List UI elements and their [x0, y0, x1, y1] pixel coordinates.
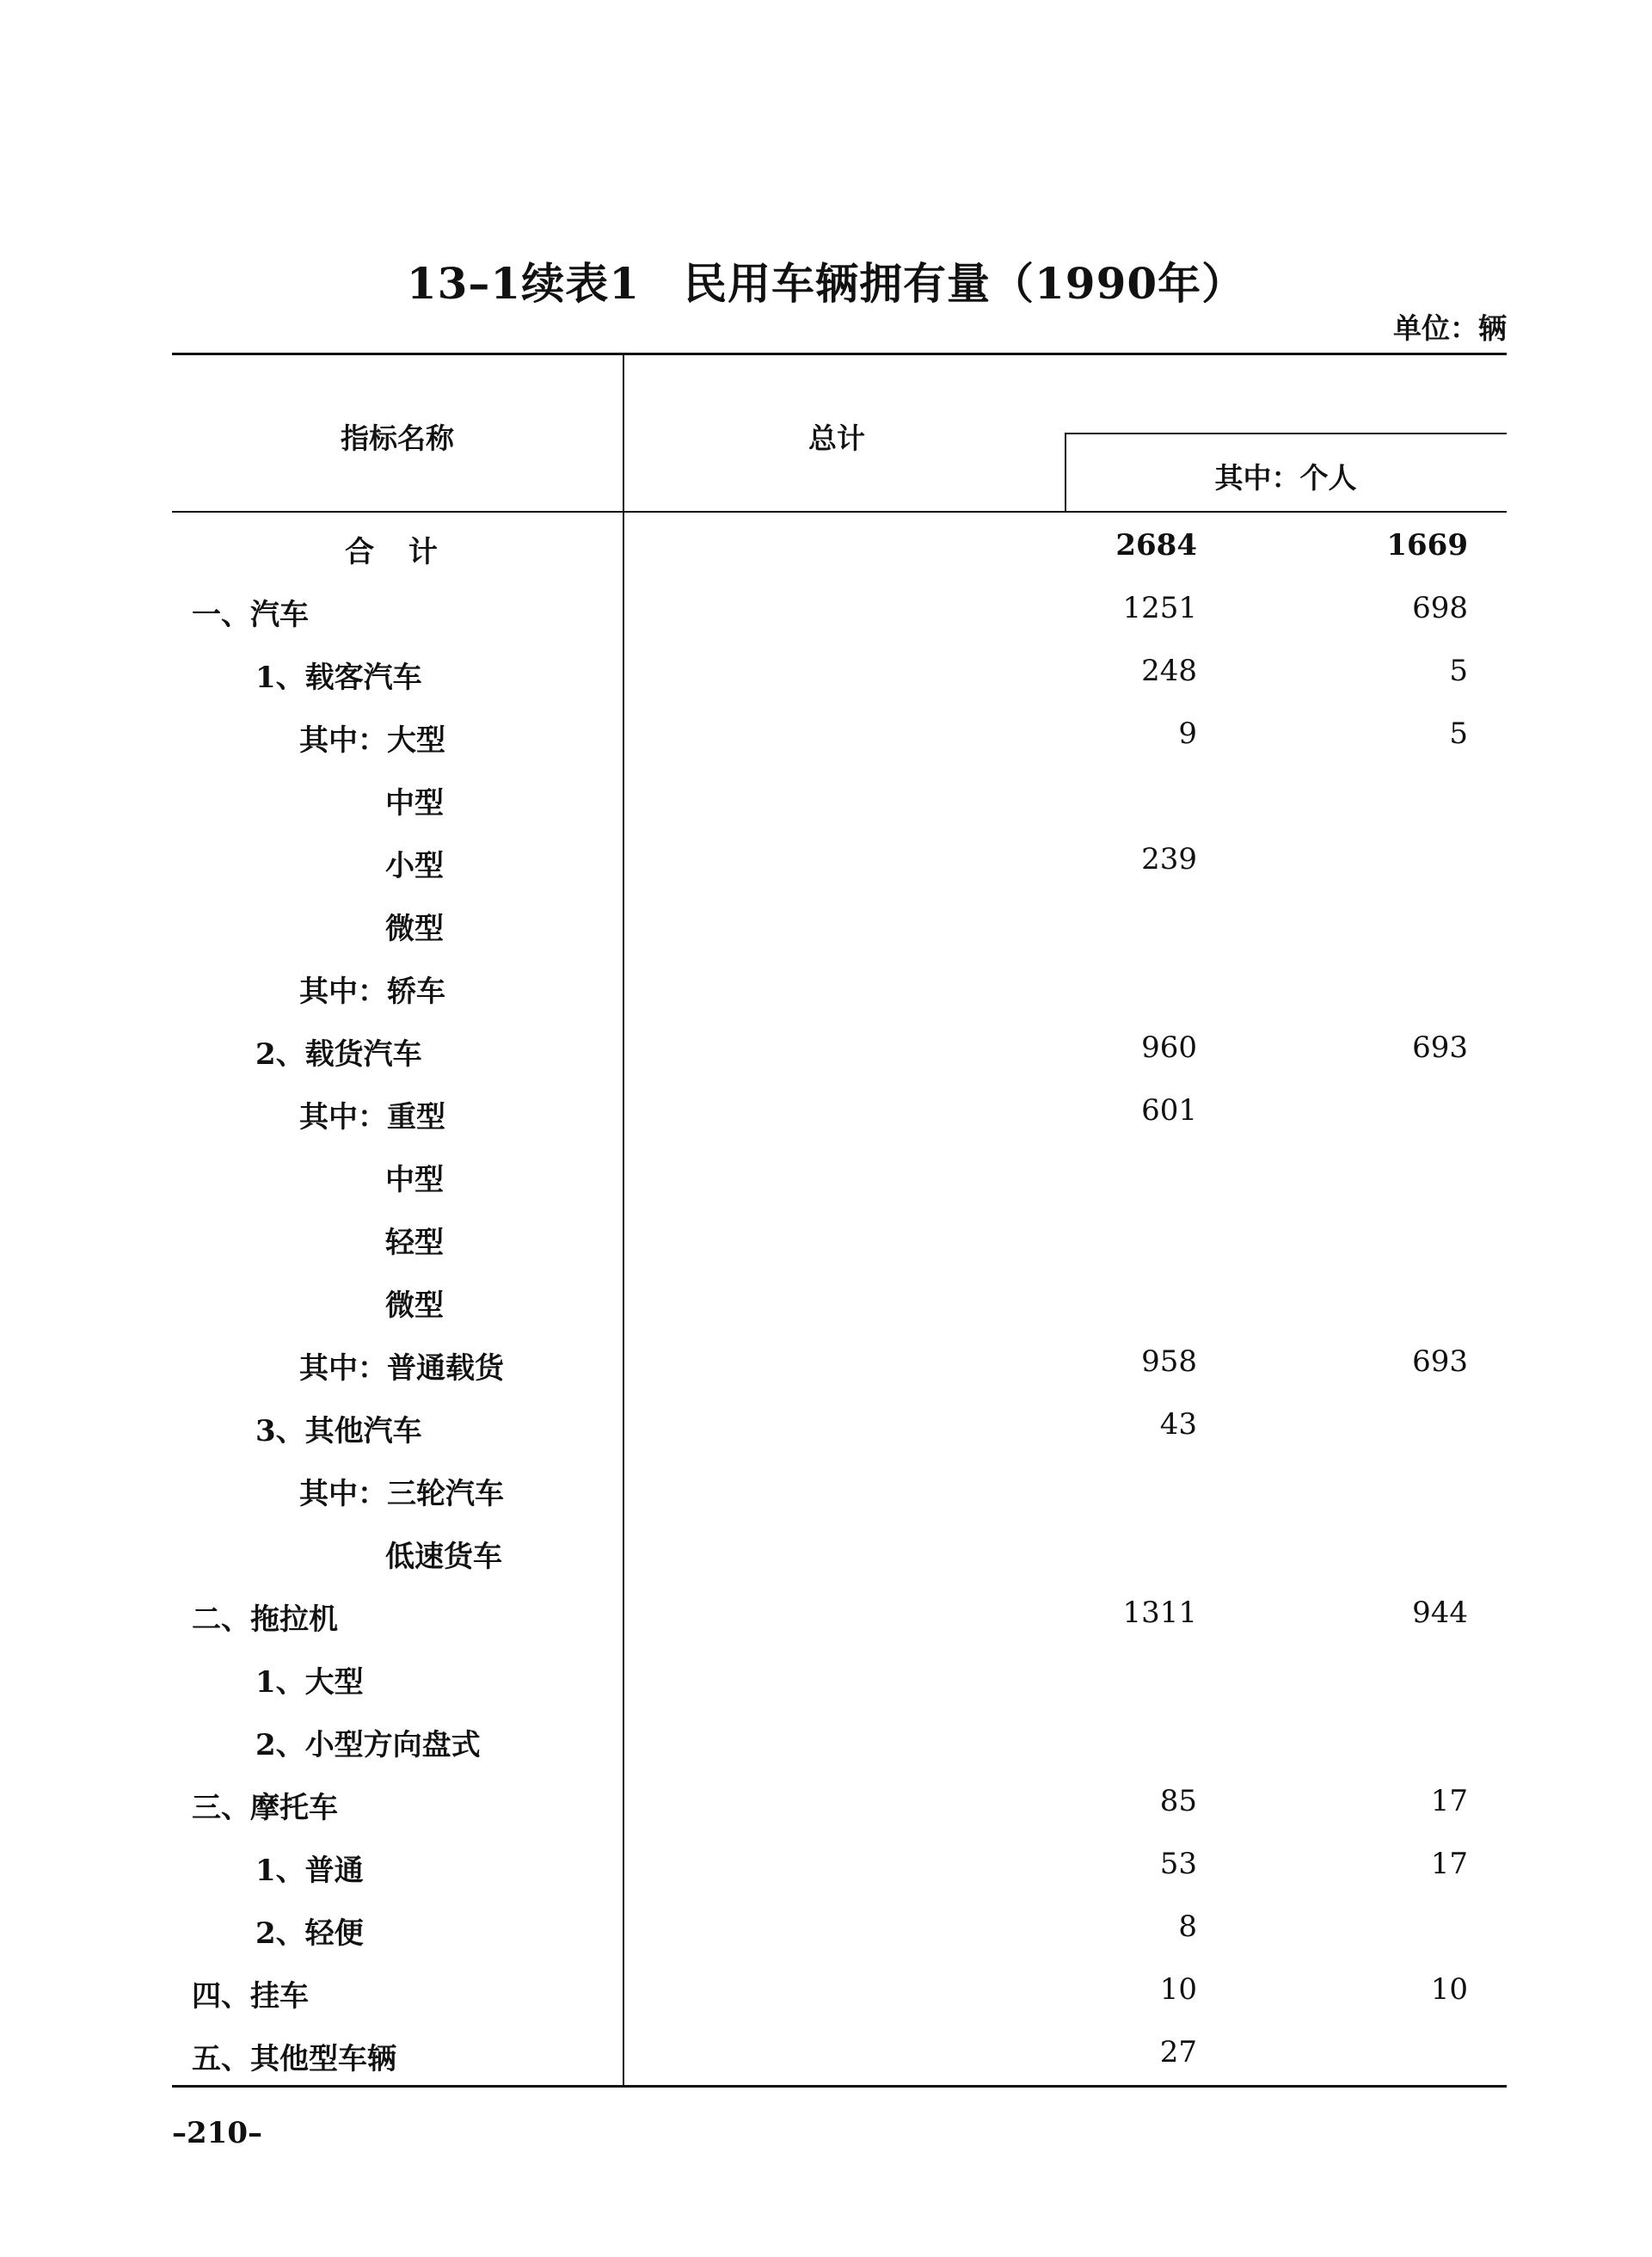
table-row	[172, 1706, 1507, 1768]
table-row	[172, 1015, 1507, 1078]
row-total-value: 601	[1141, 1093, 1197, 1128]
row-label: 三、摩托车	[192, 1791, 338, 1825]
table-row	[172, 952, 1507, 1015]
row-label: 中型	[385, 1163, 444, 1197]
table-row	[172, 1643, 1507, 1706]
row-label: 微型	[385, 912, 444, 946]
row-personal-value: 5	[1449, 716, 1468, 751]
row-label: 其中：轿车	[299, 975, 445, 1009]
row-total-value: 2684	[1115, 528, 1197, 563]
row-label: 其中：三轮汽车	[299, 1477, 504, 1511]
row-label: 微型	[385, 1288, 444, 1323]
table-row	[172, 1329, 1507, 1392]
row-label: 其中：普通载货	[299, 1351, 504, 1386]
table-row	[172, 1768, 1507, 1831]
row-personal-value: 693	[1412, 1344, 1468, 1379]
table-row	[172, 2020, 1507, 2082]
header-indicator-name: 指标名称	[341, 421, 454, 455]
row-personal-value: 17	[1430, 1784, 1468, 1818]
unit-label: 单位：辆	[1393, 311, 1507, 345]
table-row	[172, 638, 1507, 701]
table-row	[172, 764, 1507, 827]
row-total-value: 43	[1159, 1407, 1197, 1442]
row-total-value: 8	[1178, 1910, 1197, 1944]
table-row	[172, 1831, 1507, 1894]
table-row	[172, 513, 1507, 575]
row-label: 轻型	[385, 1226, 444, 1260]
row-label: 其中：重型	[299, 1100, 445, 1135]
row-total-value: 9	[1178, 716, 1197, 751]
table-row	[172, 1392, 1507, 1454]
table-row	[172, 1957, 1507, 2020]
row-personal-value: 10	[1430, 1972, 1468, 2007]
table-row	[172, 1454, 1507, 1517]
row-total-value: 53	[1159, 1847, 1197, 1881]
page-number: –210–	[172, 2116, 262, 2150]
row-label: 1、大型	[255, 1665, 364, 1700]
row-personal-value: 698	[1412, 591, 1468, 625]
row-label: 3、其他汽车	[255, 1414, 422, 1448]
row-label: 二、拖拉机	[192, 1602, 338, 1637]
row-total-value: 1311	[1122, 1596, 1197, 1630]
header-personal: 其中：个人	[1214, 461, 1357, 495]
page-title: 13–1续表1 民用车辆拥有量（1990年）	[406, 258, 1246, 309]
row-personal-value: 5	[1449, 654, 1468, 688]
row-total-value: 10	[1159, 1972, 1197, 2007]
row-total-value: 958	[1141, 1344, 1197, 1379]
subheader-top-rule	[1065, 433, 1507, 434]
row-label: 2、小型方向盘式	[255, 1728, 481, 1762]
table-row	[172, 1266, 1507, 1329]
table-row	[172, 889, 1507, 952]
table-top-rule	[172, 353, 1507, 355]
row-total-value: 1251	[1122, 591, 1197, 625]
row-personal-value: 17	[1430, 1847, 1468, 1881]
row-total-value: 239	[1141, 842, 1197, 876]
row-label: 1、载客汽车	[255, 661, 422, 695]
table-row	[172, 1141, 1507, 1203]
row-label: 中型	[385, 786, 444, 821]
row-total-value: 960	[1141, 1030, 1197, 1065]
row-label: 1、普通	[255, 1854, 364, 1888]
table-row	[172, 575, 1507, 638]
table-row	[172, 1078, 1507, 1141]
row-label: 小型	[385, 849, 444, 883]
table-row	[172, 701, 1507, 764]
table-body	[172, 513, 1507, 2082]
table-row	[172, 1894, 1507, 1957]
table-bottom-rule	[172, 2085, 1507, 2088]
row-label: 五、其他型车辆	[192, 2042, 396, 2076]
row-total-value: 248	[1141, 654, 1197, 688]
row-personal-value: 944	[1412, 1596, 1468, 1630]
row-label: 合 计	[345, 535, 450, 569]
table-row	[172, 1580, 1507, 1643]
table-row	[172, 1517, 1507, 1580]
row-label: 低速货车	[385, 1540, 502, 1574]
table-row	[172, 827, 1507, 889]
row-personal-value: 1669	[1386, 528, 1468, 563]
row-label: 一、汽车	[192, 598, 309, 632]
row-personal-value: 693	[1412, 1030, 1468, 1065]
row-total-value: 27	[1159, 2035, 1197, 2069]
row-label: 2、轻便	[255, 1916, 364, 1951]
row-total-value: 85	[1159, 1784, 1197, 1818]
row-label: 四、挂车	[192, 1979, 309, 2014]
row-label: 其中：大型	[299, 723, 445, 758]
row-label: 2、载货汽车	[255, 1037, 422, 1072]
header-total: 总计	[808, 421, 865, 455]
table-row	[172, 1203, 1507, 1266]
